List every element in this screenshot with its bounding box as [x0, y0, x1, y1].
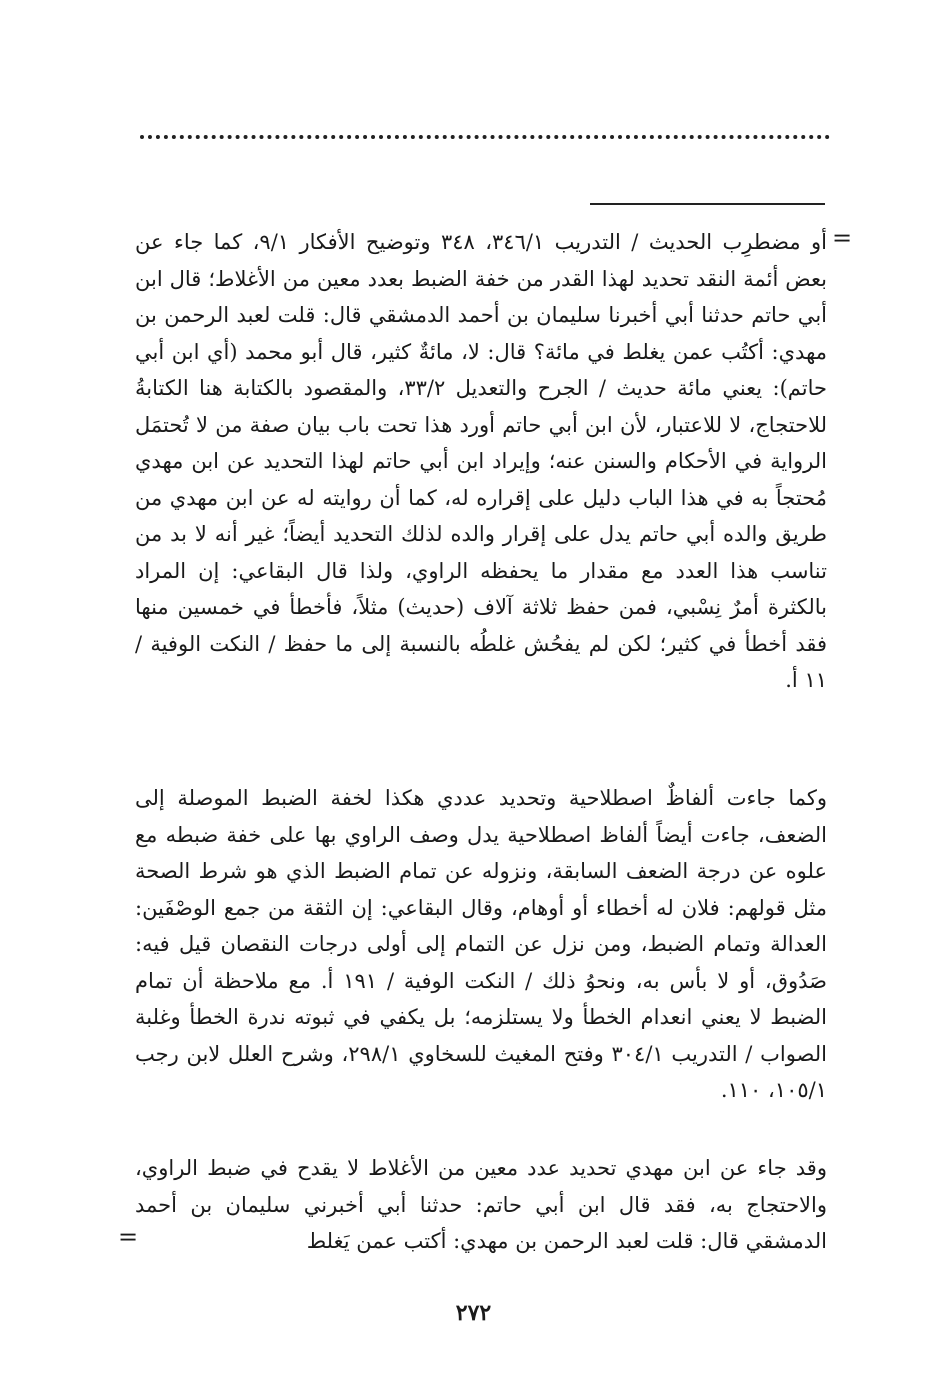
dotted-separator — [140, 135, 830, 139]
continuation-mark-top: = — [832, 224, 853, 252]
footnote-paragraph-3 — [135, 1150, 827, 1260]
footnote-separator-line — [590, 203, 825, 205]
footnote-paragraph-2 — [135, 780, 827, 1109]
page-number: ٢٧٢ — [455, 1300, 492, 1326]
footnote-paragraph-1 — [135, 224, 827, 699]
continuation-mark-bottom: = — [118, 1223, 139, 1251]
footnote-text: وكما جاءت ألفاظٌ اصطلاحية وتحديد عددي هكذا لخفة الضبط الموصلة إلى الضعف، جاءت أيضاً ألفاظ اصطلاحية يدل وصف الراوي بها على خفة ضبطه مع علوه عن درجة الضعف السابقة، ونزوله عن تمام الضبط الذي هو شرط الصحة مثل قولهم: فلان له أخطاء أو أوهام، وقال البقاعي: إن الثقة من جمع الوصْفَين: العدالة وتمام الضبط، ومن نزل عن التمام إلى أولى درجات النقصان قيل فيه: صَدُوق، أو لا بأس به، ونحوُ ذلك / النكت الوفية / ١٩١ أ. مع ملاحظة أن تمام الضبط لا يعني انعدام الخطأ ولا يستلزمه؛ بل يكفي في ثبوته ندرة الخطأ وغلبة الصواب / التدريب ٣٠٤/١ وفتح المغيث للسخاوي ٢٩٨/١، وشرح العلل لابن رجب ١٠٥/١، ١١٠. — [135, 786, 827, 1102]
footnote-text: أو مضطرِب الحديث / التدريب ٣٤٦/١، ٣٤٨ وتوضيح الأفكار ٩/١، كما جاء عن بعض أئمة النقد تحديد لهذا القدر من خفة الضبط بعدد معين من الأغلاط؛ قال ابن أبي حاتم حدثنا أبي أخبرنا سليمان بن أحمد الدمشقي قال: قلت لعبد الرحمن بن مهدي: أكتُب عمن يغلط في مائة؟ قال: لا، مائةٌ كثير، قال أبو محمد (أي ابن أبي حاتم): يعني مائة حديث / الجرح والتعديل ٣٣/٢، والمقصود بالكتابة هنا الكتابةُ للاحتجاج، لا للاعتبار، لأن ابن أبي حاتم أورد هذا تحت باب بيان صفة من لا تُحتمَل الرواية في الأحكام والسنن عنه؛ وإيراد ابن أبي حاتم لهذا التحديد عن ابن مهدي مُحتجاً به في هذا الباب دليل على إقراره له، كما أن روايته له عن ابن مهدي من طريق والده أبي حاتم يدل على إقرار والده لذلك التحديد أيضاً؛ غير أنه لا بد من تناسب هذا العدد مع مقدار ما يحفظه الراوي، ولذا قال البقاعي: إن المراد بالكثرة أمرٌ نِسْبي، فمن حفظ ثلاثة آلاف (حديث) مثلاً، فأخطأ في خمسين منها فقد أخطأ في كثير؛ لكن لم يفحُش غلطُه بالنسبة إلى ما حفظ / النكت الوفية / ١١ أ. — [135, 230, 827, 692]
footnote-text: وقد جاء عن ابن مهدي تحديد عدد معين من الأغلاط لا يقدح في ضبط الراوي، والاحتجاج به، فقد قال ابن أبي حاتم: حدثنا أبي أخبرني سليمان بن أحمد الدمشقي قال: قلت لعبد الرحمن بن مهدي: أكتب عمن يَغلط — [135, 1156, 827, 1253]
